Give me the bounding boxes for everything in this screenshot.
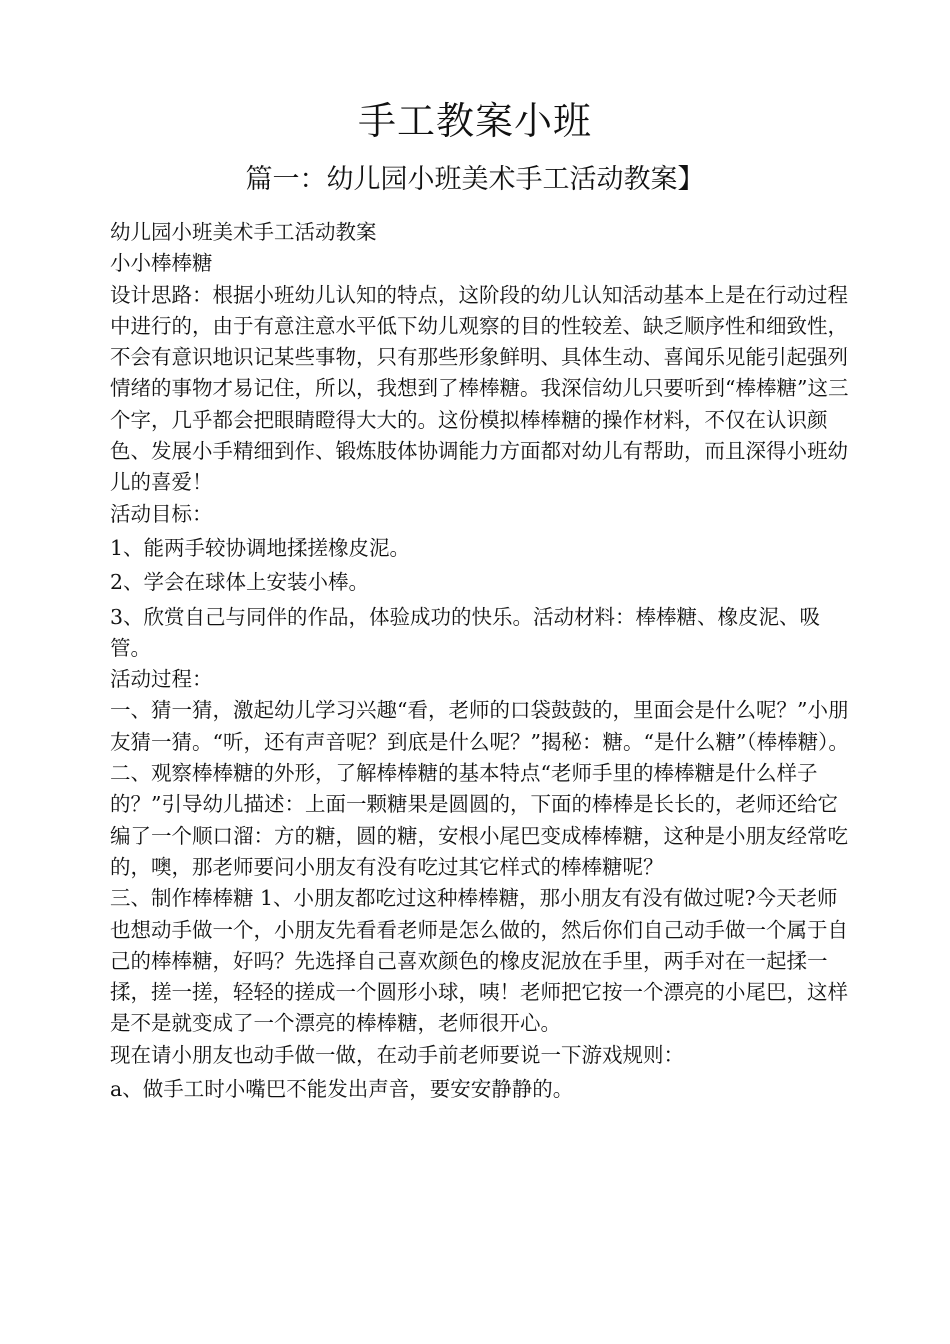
paragraph-goals-label: 活动目标： <box>110 501 213 526</box>
document-body <box>110 217 850 1105</box>
paragraph-goal-3: 3、欣赏自己与同伴的作品，体验成功的快乐。活动材料：棒棒糖、橡皮泥、吸管。 <box>110 604 821 660</box>
document-title: 手工教案小班 <box>357 99 592 143</box>
paragraph-rules-intro: 现在请小朋友也动手做一做，在动手前老师要说一下游戏规则： <box>110 1042 684 1067</box>
document-subtitle: 篇一：幼儿园小班美术手工活动教案】 <box>245 164 705 195</box>
paragraph-step-2: 二、观察棒棒糖的外形，了解棒棒糖的基本特点“老师手里的棒棒糖是什么样子的？”引导幼儿描述：上面一颗糖果是圆圆的，下面的棒棒是长长的，老师还给它编了一个顺口溜：方的糖，圆的糖，安根小尾巴变成棒棒糖，这种是小朋友经常吃的，噢，那老师要问小朋友有没有吃过其它样式的棒棒糖呢？ <box>110 761 848 879</box>
paragraph-step-3: 三、制作棒棒糖 1、小朋友都吃过这种棒棒糖，那小朋友有没有做过呢?今天老师也想动手做一个，小朋友先看看老师是怎么做的，然后你们自己动手做一个属于自己的棒棒糖，好吗？先选择自己喜欢颜色的橡皮泥放在手里，两手对在一起揉一揉，搓一搓，轻轻的搓成一个圆形小球，咦！老师把它按一个漂亮的小尾巴，这样是不是就变成了一个漂亮的棒棒糖，老师很开心。 <box>110 886 848 1036</box>
paragraph-goal-2: 2、学会在球体上安装小棒。 <box>110 570 370 595</box>
paragraph-heading: 幼儿园小班美术手工活动教案 <box>110 220 377 244</box>
paragraph-step-1: 一、猜一猜，激起幼儿学习兴趣“看，老师的口袋鼓鼓的，里面会是什么呢？”小朋友猜一猜。“听，还有声音呢？到底是什么呢？”揭秘：糖。“是什么糖”（棒棒糖）。 <box>110 698 849 754</box>
paragraph-goal-1: 1、能两手较协调地揉搓橡皮泥。 <box>110 535 411 560</box>
paragraph-design-idea: 设计思路：根据小班幼儿认知的特点，这阶段的幼儿认知活动基本上是在行动过程中进行的，由于有意注意水平低下幼儿观察的目的性较差、缺乏顺序性和细致性，不会有意识地识记某些事物，只有那些形象鲜明、具体生动、喜闻乐见能引起强列情绪的事物才易记住，所以，我想到了棒棒糖。我深信幼儿只要听到“棒棒糖”这三个字，几乎都会把眼睛瞪得大大的。这份模拟棒棒糖的操作材料，不仅在认识颜色、发展小手精细到作、锻炼肢体协调能力方面都对幼儿有帮助，而且深得小班幼儿的喜爱！ <box>110 282 849 495</box>
paragraph-process-label: 活动过程： <box>110 667 213 692</box>
paragraph-lesson-name: 小小棒棒糖 <box>110 251 213 276</box>
paragraph-rule-a: a、做手工时小嘴巴不能发出声音，要安安静静的。 <box>110 1077 574 1102</box>
